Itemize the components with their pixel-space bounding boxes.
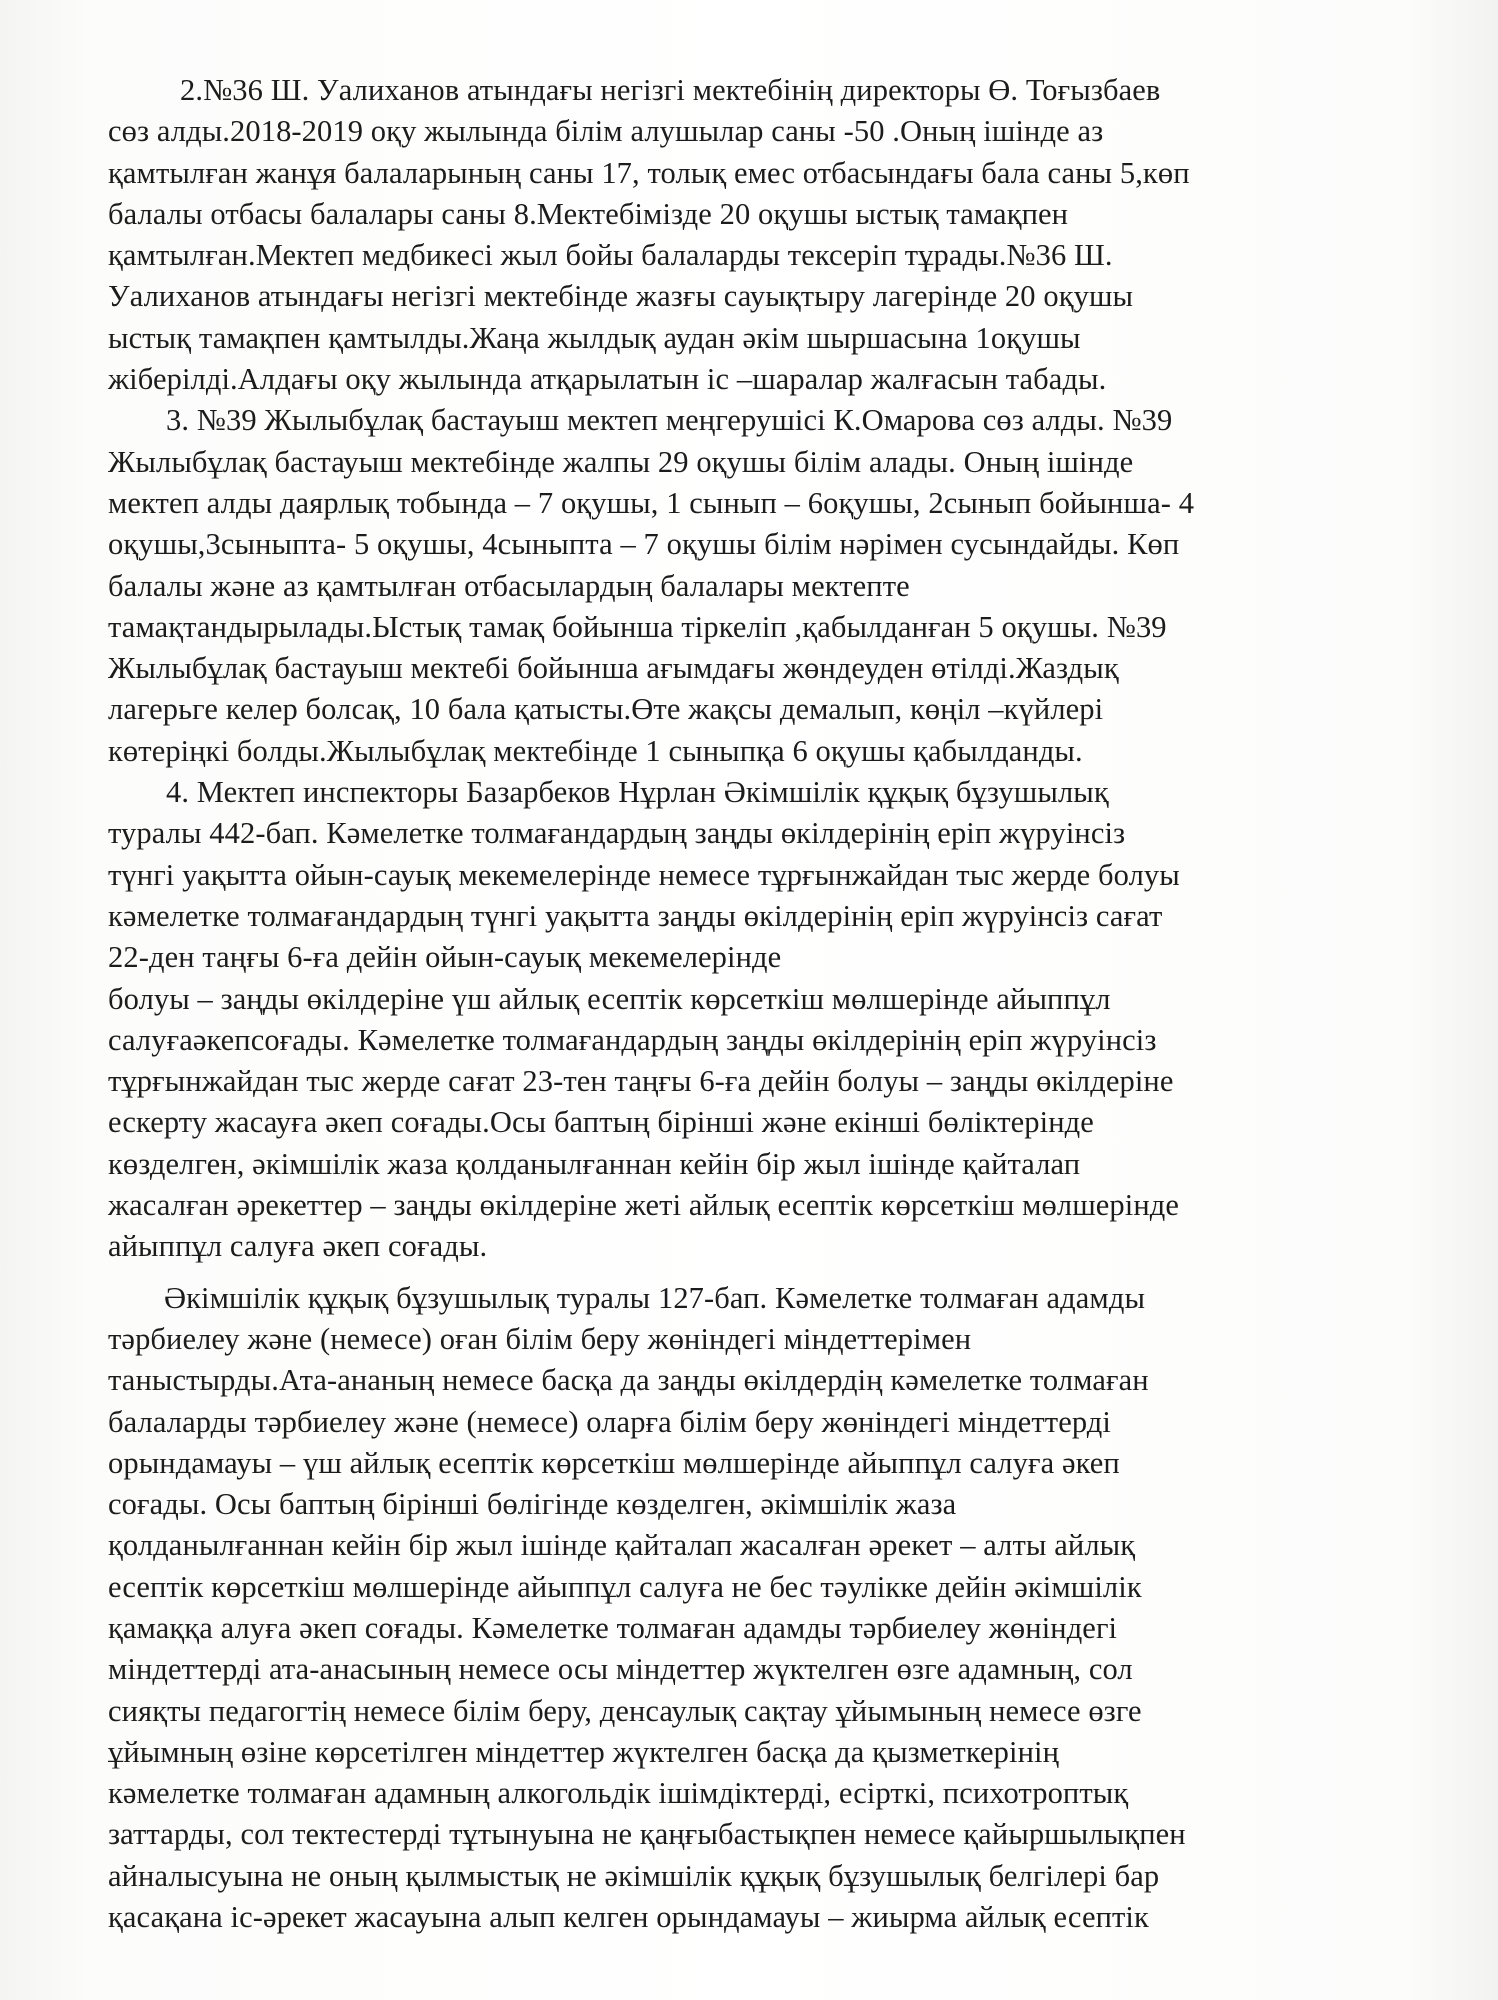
text-line: орындамауы – үш айлық есептік көрсеткіш мөлшерінде айыппұл салуға әкеп — [108, 1445, 1120, 1480]
text-line: тамақтандырылады.Ыстық тамақ бойынша тіркеліп ,қабылданған 5 оқушы. №39 — [108, 609, 1167, 644]
text-line: тәрбиелеу және (немесе) оған білім беру жөніндегі міндеттерімен — [108, 1321, 972, 1356]
text-line: кәмелетке толмаған адамның алкогольдік ішімдіктерді, есірткі, психотроптық — [108, 1776, 1129, 1811]
text-line: тұрғынжайдан тыс жерде сағат 23-тен таңғы 6-ға дейін болуы – заңды өкілдеріне — [108, 1064, 1174, 1099]
text-line: қамтылған.Мектеп медбикесі жыл бойы балаларды тексеріп тұрады.№36 Ш. — [108, 238, 1113, 273]
text-line: лагерьге келер болсақ, 10 бала қатысты.Өте жақсы демалып, көңіл –күйлері — [108, 692, 1104, 727]
text-line: Уалиханов атындағы негізгі мектебінде жазғы сауықтыру лагерінде 20 оқушы — [108, 279, 1134, 314]
text-line: мектеп алды даярлық тобында – 7 оқушы, 1 сынып – 6оқушы, 2сынып бойынша- 4 — [108, 485, 1195, 520]
text-line: заттарды, сол тектестерді тұтынуына не қаңғыбастықпен немесе қайыршылықпен — [108, 1817, 1186, 1852]
text-line: 4. Мектеп инспекторы Базарбеков Нұрлан Әкімшілік құқық бұзушылық — [166, 775, 1109, 810]
text-line: 22-ден таңғы 6-ға дейін ойын-сауық мекемелерінде — [108, 940, 782, 975]
text-line: қасақана іс-әрекет жасауына алып келген орындамауы – жиырма айлық есептік — [108, 1900, 1149, 1935]
text-line: Жылыбұлақ бастауыш мектебі бойынша ағымдағы жөндеуден өтілді.Жаздық — [108, 651, 1119, 686]
text-line: балаларды тәрбиелеу және (немесе) оларға білім беру жөніндегі міндеттерді — [108, 1404, 1112, 1439]
text-line: балалы және аз қамтылған отбасылардың балалары мектепте — [108, 568, 910, 603]
text-line: көзделген, әкімшілік жаза қолданылғаннан кейін бір жыл ішінде қайталап — [108, 1146, 1081, 1181]
text-line: Әкімшілік құқық бұзушылық туралы 127-бап. Кәмелетке толмаған адамды — [164, 1280, 1146, 1315]
document-body — [108, 70, 1398, 1938]
text-line: туралы 442-бап. Кәмелетке толмағандардың заңды өкілдерінің еріп жүруінсіз — [108, 816, 1126, 851]
text-line: айналысуына не оның қылмыстық не әкімшілік құқық бұзушылық белгілері бар — [108, 1858, 1160, 1893]
text-line: сияқты педагогтің немесе білім беру, денсаулық сақтау ұйымының немесе өзге — [108, 1693, 1142, 1728]
text-line: салуғаәкепсоғады. Кәмелетке толмағандардың заңды өкілдерінің еріп жүруінсіз — [108, 1022, 1157, 1057]
text-line: балалы отбасы балалары саны 8.Мектебімізде 20 оқушы ыстық тамақпен — [108, 196, 1069, 231]
text-line: айыппұл салуға әкеп соғады. — [108, 1229, 488, 1264]
text-line: есептік көрсеткіш мөлшерінде айыппұл салуға не бес тәулікке дейін әкімшілік — [108, 1569, 1142, 1604]
text-line: түнгі уақытта ойын-сауық мекемелерінде немесе тұрғынжайдан тыс жерде болуы — [108, 857, 1180, 892]
text-line: ескерту жасауға әкеп соғады.Осы баптың бірінші және екінші бөліктерінде — [108, 1105, 1094, 1140]
text-line: сөз алды.2018-2019 оқу жылында білім алушылар саны -50 .Оның ішінде аз — [108, 114, 1104, 149]
text-line: қамаққа алуға әкеп соғады. Кәмелетке толмаған адамды тәрбиелеу жөніндегі — [108, 1610, 1118, 1645]
text-line: жіберілді.Алдағы оқу жылында атқарылатын іс –шаралар жалғасын табады. — [108, 362, 1107, 397]
text-line: 2.№36 Ш. Уалиханов атындағы негізгі мектебінің директоры Ө. Тоғызбаев — [180, 73, 1161, 107]
text-line: 3. №39 Жылыбұлақ бастауыш мектеп меңгерушісі К.Омарова сөз алды. №39 — [166, 403, 1173, 438]
text-line: Жылыбұлақ бастауыш мектебінде жалпы 29 оқушы білім алады. Оның ішінде — [108, 444, 1134, 479]
text-line: таныстырды.Ата-ананың немесе басқа да заңды өкілдердің кәмелетке толмаған — [108, 1363, 1149, 1398]
text-line: міндеттерді ата-анасының немесе осы міндеттер жүктелген өзге адамның, сол — [108, 1652, 1133, 1687]
text-line: қолданылғаннан кейін бір жыл ішінде қайталап жасалған әрекет – алты айлық — [108, 1528, 1136, 1563]
text-line: жасалған әрекеттер – заңды өкілдеріне жеті айлық есептік көрсеткіш мөлшерінде — [108, 1188, 1180, 1223]
text-line: оқушы,3сыныпта- 5 оқушы, 4сыныпта – 7 оқушы білім нәрімен сусындайды. Көп — [108, 527, 1180, 562]
text-line: болуы – заңды өкілдеріне үш айлық есептік көрсеткіш мөлшерінде айыппұл — [108, 981, 1111, 1016]
text-line: ұйымның өзіне көрсетілген міндеттер жүктелген басқа да қызметкерінің — [108, 1734, 1059, 1769]
text-line: қамтылған жанұя балаларының саны 17, толық емес отбасындағы бала саны 5,көп — [108, 155, 1190, 190]
text-line: соғады. Осы баптың бірінші бөлігінде көзделген, әкімшілік жаза — [108, 1487, 957, 1522]
text-line: көтеріңкі болды.Жылыбұлақ мектебінде 1 сыныпқа 6 оқушы қабылданды. — [108, 733, 1083, 768]
text-line: кәмелетке толмағандардың түнгі уақытта заңды өкілдерінің еріп жүруінсіз сағат — [108, 898, 1163, 933]
text-line: ыстық тамақпен қамтылды.Жаңа жылдық аудан әкім шыршасына 1оқушы — [108, 320, 1081, 355]
